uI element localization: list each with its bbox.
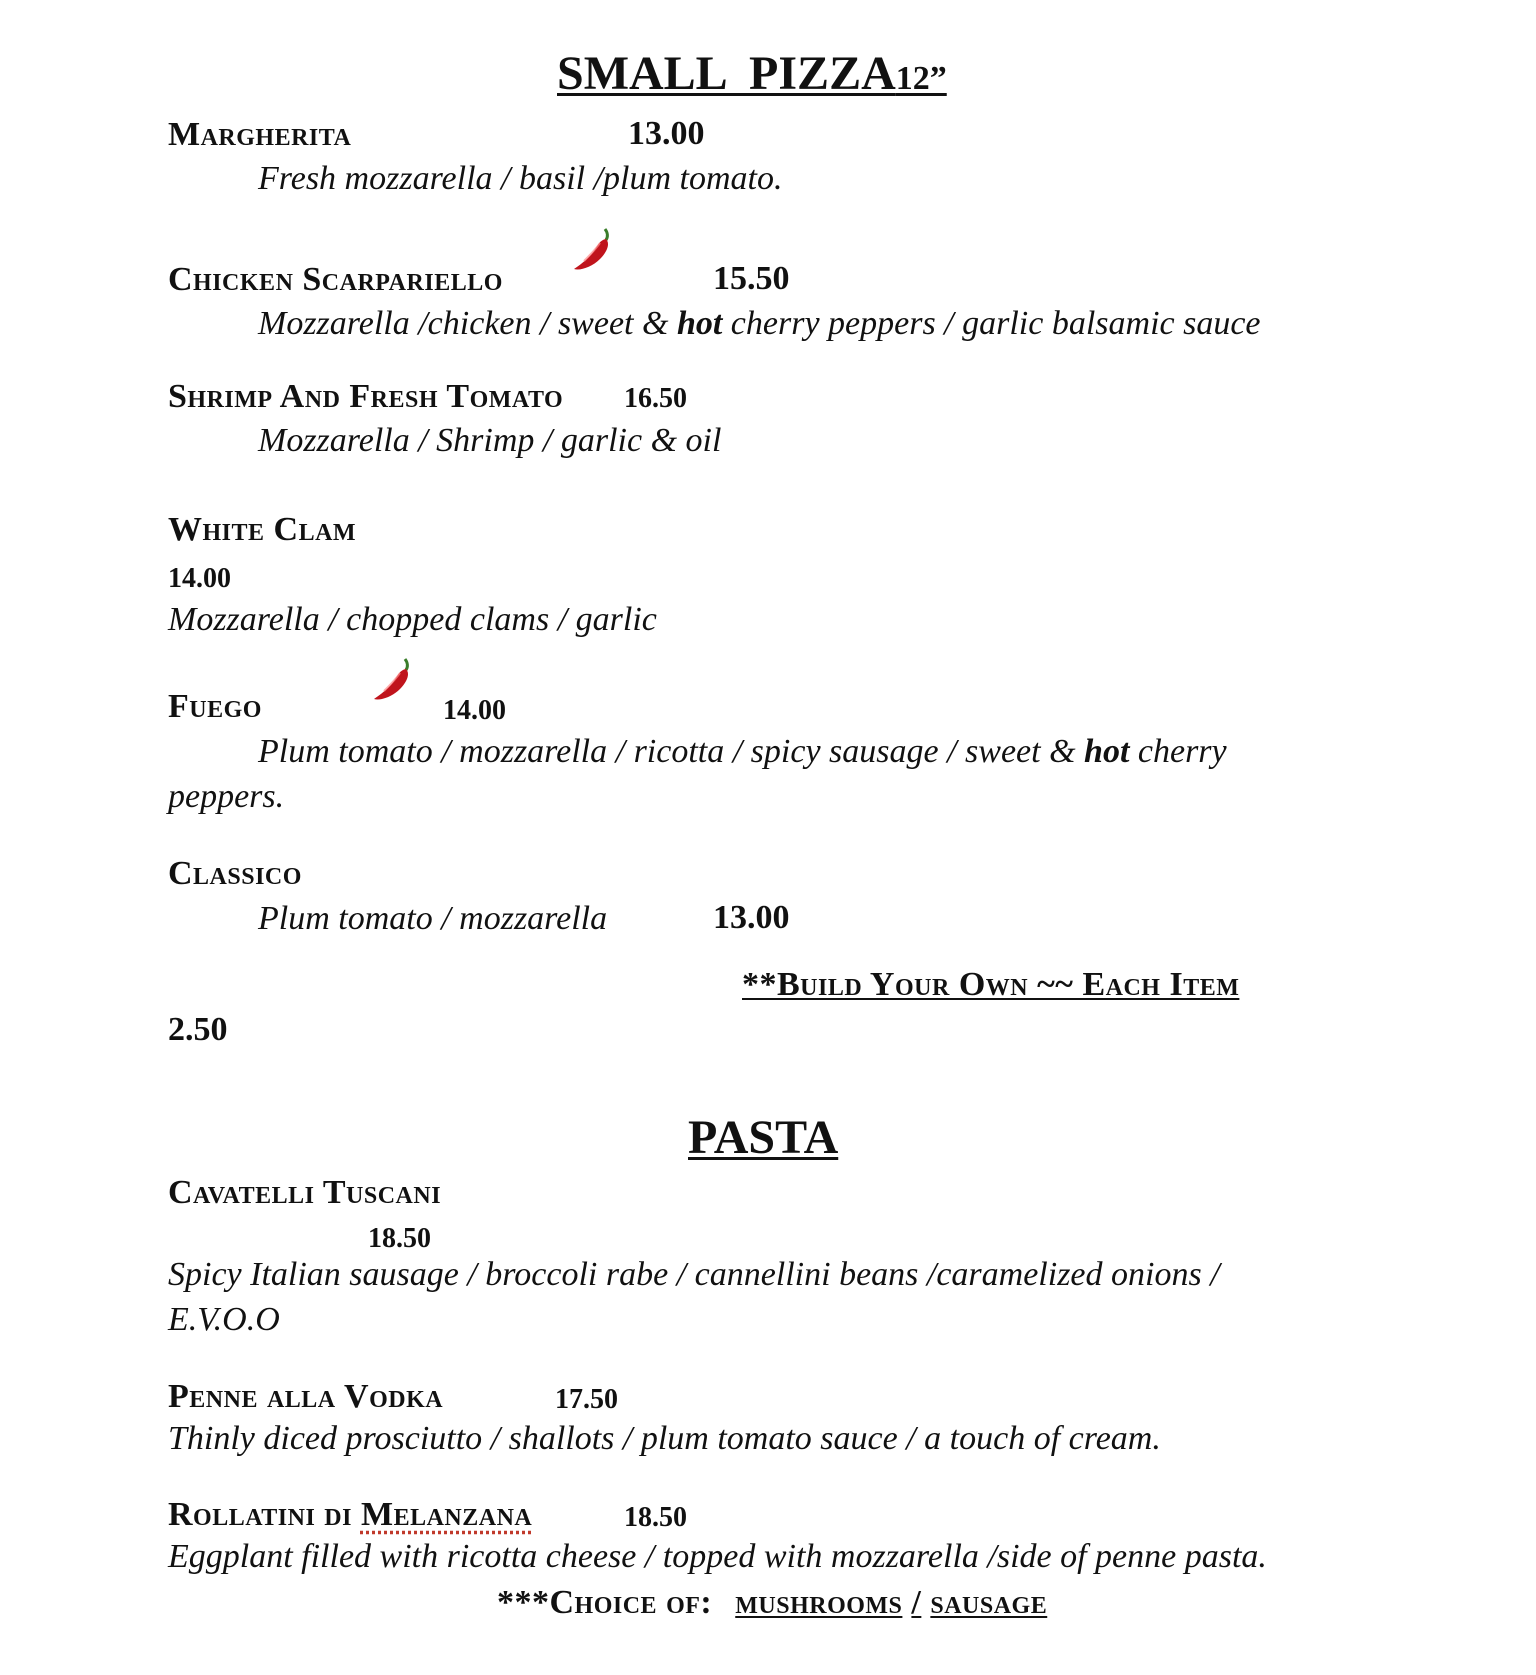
pizza-size: 12” [895,60,947,97]
pizza-section-title [557,46,947,101]
menu-item-price: 13.00 [628,115,705,152]
menu-item-price: 15.50 [713,260,790,297]
menu-item-description: Plum tomato / mozzarella [258,900,608,937]
menu-item-name: Classico [168,855,302,892]
menu-item-name: Chicken Scarpariello [168,261,503,298]
description-emphasis: hot [1084,733,1130,770]
menu-item-name: Fuego [168,688,262,725]
menu-item-name: Shrimp And Fresh Tomato [168,378,564,415]
menu-item-price: 13.00 [713,899,790,936]
menu-item-price: 14.00 [443,695,506,726]
chili-pepper-icon [570,225,620,275]
menu-item-price: 18.50 [368,1223,431,1254]
menu-item-name: White Clam [168,511,357,548]
menu-item-description: Thinly diced prosciutto / shallots / plum tomato sauce / a touch of cream. [168,1420,1161,1457]
choice-label: ***Choice of: [497,1584,713,1621]
pasta-title: PASTA [688,1111,839,1164]
menu-item-description: Mozzarella / Shrimp / garlic & oil [258,422,722,459]
menu-item-name: Cavatelli Tuscani [168,1174,442,1211]
menu-item-description [258,305,1261,343]
menu-item-description-continued: E.V.O.O [168,1301,280,1338]
menu-item-price: 16.50 [624,383,687,414]
menu-item-price: 17.50 [555,1384,618,1415]
chili-pepper-icon [370,655,420,705]
menu-item-description-continued: peppers. [168,778,285,815]
menu-item-description [258,733,1227,771]
menu-item-name: Penne alla Vodka [168,1378,444,1415]
menu-item-description: Eggplant filled with ricotta cheese / topped with mozzarella /side of penne pasta. [168,1538,1267,1575]
item-name-part: Rollatini di [168,1496,361,1533]
menu-item-description: Mozzarella / chopped clams / garlic [168,601,657,638]
choice-line [497,1584,1047,1622]
item-name-part: Melanzana [360,1496,533,1533]
menu-item-price: 18.50 [624,1502,687,1533]
menu-item-price: 14.00 [168,563,231,594]
menu-item-name [168,1496,532,1534]
description-text: cherry [1129,733,1227,770]
description-emphasis: hot [676,305,723,342]
pizza-title: SMALL PIZZA [557,47,896,100]
menu-item-description: Spicy Italian sausage / broccoli rabe / cannellini beans /caramelized onions / [168,1256,1220,1293]
choice-option: sausage [930,1584,1048,1621]
menu-item-description: Fresh mozzarella / basil /plum tomato. [258,160,783,197]
build-your-own-label: **Build Your Own ~~ Each Item [742,966,1240,1003]
menu-item-name: Margherita [168,116,352,153]
description-text: Mozzarella /chicken / sweet & [258,305,677,342]
description-text: Plum tomato / mozzarella / ricotta / spicy sausage / sweet & [258,733,1085,770]
description-text: cherry peppers / garlic balsamic sauce [722,305,1261,342]
choice-separator: / [911,1584,922,1621]
build-your-own-price: 2.50 [168,1011,228,1048]
choice-option: mushrooms [735,1584,903,1621]
